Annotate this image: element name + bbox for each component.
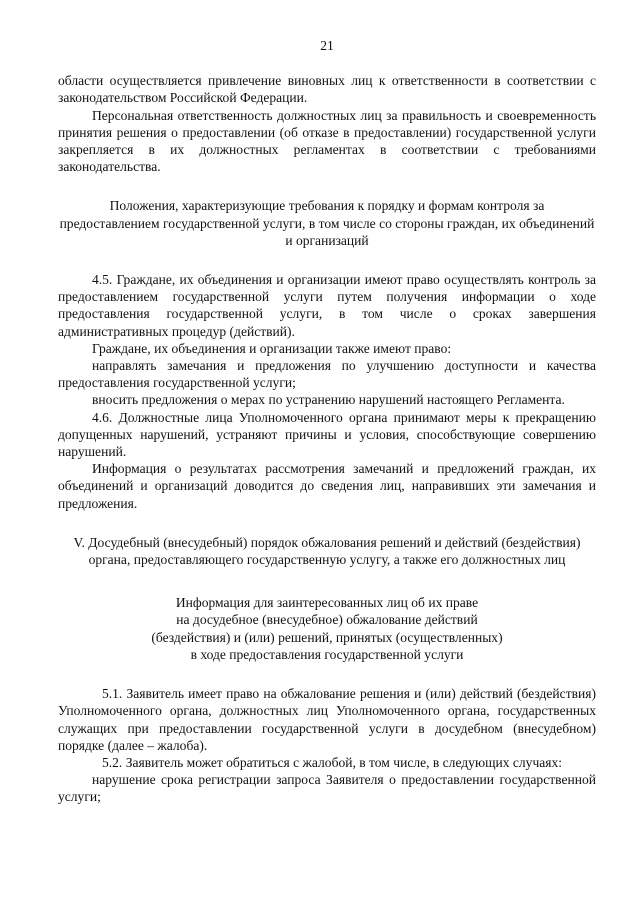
intro-paragraph-1: области осуществляется привлечение виновных лиц к ответственности в соответствии с законодательством Российской Федерации. (58, 73, 596, 106)
page-number: 21 (320, 38, 334, 53)
subheading-line-1: Информация для заинтересованных лиц об их праве (175, 595, 479, 611)
paragraph-case-1: нарушение срока регистрации запроса Заявителя о предоставлении государственной услуги; (58, 772, 596, 805)
paragraph-4-6: 4.6. Должностные лица Уполномоченного органа принимают меры к прекращению допущенных нарушений, устраняют причины и условия, способствующие совершению нарушений. (58, 409, 596, 460)
subheading-line-4: в ходе предоставления государственной услуги (190, 646, 464, 662)
intro-paragraph-2: Персональная ответственность должностных лиц за правильность и своевременность принятия решения о предоставлении (об отказе в предоставлении) государственной услуги закрепляется в их должностных регламентах в соответствии с требованиями законодательства. (58, 107, 596, 175)
subheading-line-2: на досудебное (внесудебное) обжалование действий (176, 612, 478, 628)
paragraph-4-5: 4.5. Граждане, их объединения и организации имеют право осуществлять контроль за предоставлением государственной услуги путем получения информации о ходе предоставления государственной услуги, в том числе о сроках завершения административных процедур (действий). (58, 272, 596, 339)
chapter-heading-v: V. Досудебный (внесудебный) порядок обжалования решений и действий (бездействия) органа, предоставляющего государственную услугу, а также его должностных лиц (73, 534, 581, 568)
paragraph-results-info: Информация о результатах рассмотрения замечаний и предложений граждан, их объединений и организаций доводится до сведения лиц, направивших эти замечания и предложения. (58, 461, 596, 511)
section-heading-control: Положения, характеризующие требования к порядку и формам контроля за предоставлением государственной услуги, в том числе со стороны граждан, их объединений и организаций (59, 198, 595, 248)
subheading-line-3: (бездействия) и (или) решений, принятых (осуществленных) (151, 629, 503, 645)
paragraph-right-1: направлять замечания и предложения по улучшению доступности и качества предоставления государственной услуги; (58, 358, 596, 391)
paragraph-right-2: вносить предложения о мерах по устранению нарушений настоящего Регламента. (92, 392, 565, 408)
paragraph-rights-intro: Граждане, их объединения и организации также имеют право: (92, 340, 452, 356)
paragraph-5-1: 5.1. Заявитель имеет право на обжалование решения и (или) действий (бездействия) Уполномоченного органа, должностных лиц Уполномоченного органа, государственных служащих при предоставлении государственной услуги в досудебном (внесудебном) порядке (далее – жалоба). (58, 686, 596, 753)
paragraph-5-2: 5.2. Заявитель может обратиться с жалобой, в том числе, в следующих случаях: (102, 754, 563, 770)
